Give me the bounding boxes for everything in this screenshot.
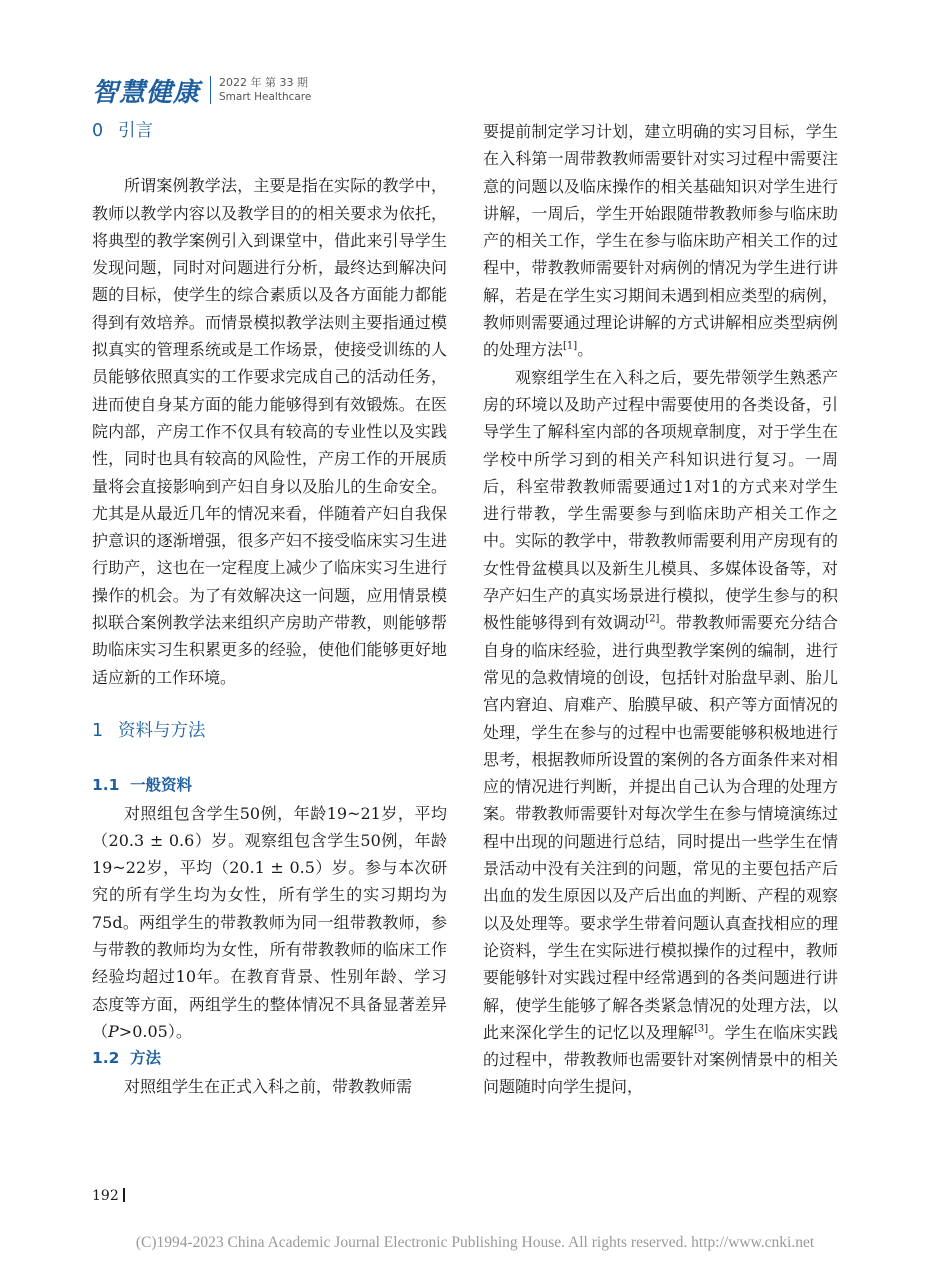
observation-text-b: 。带教教师需要充分结合自身的临床经验，进行典型教学案例的编制，进行常见的急救情境的创设，包括针对胎盘早剥、胎儿宫内窘迫、肩难产、胎膜早破、积产等方面情况的处理，学生在参与的过程中也需要能够积极地进行思考，根据教师所设置的案例的各方面条件来对相应的情况进行判断，并提出自己认为合理的处理方案。带教教师需要针对每次学生在参与情境演练过程中出现的问题进行总结，同时提出一些学生在情景活动中没有关注到的问题，常见的主要包括产后出血的发生原因以及产后出血的判断、产程的观察以及处理等。要求学生带着问题认真查找相应的理论资料，学生在实际进行模拟操作的过程中，教师要能够针对实践过程中经常遇到的各类问题进行讲解，使学生能够了解各类紧急情况的处理方法，以此来深化学生的记忆以及理解	[483, 613, 838, 1042]
control-group-paragraph	[483, 118, 838, 364]
general-info-text: 对照组包含学生50例，年龄19~21岁，平均（20.3 ± 0.6）岁。观察组包含学生50例，年龄19~22岁，平均（20.1 ± 0.5）岁。参与本次研究的所有学生均为女性，所有学生的实习期均为75d。两组学生的带教教师为同一组带教教师，参与带教的教师均为女性，所有带教教师的临床工作经验均超过10年。在教育背景、性别年龄、学习态度等方面，两组学生的整体情况不具备显著差异（	[92, 803, 447, 1041]
section-heading-intro	[92, 118, 447, 145]
section-title: 资料与方法	[118, 720, 206, 741]
journal-english-name: Smart Healthcare	[219, 91, 312, 103]
methods-paragraph: 对照组学生在正式入科之前，带教教师需	[124, 1076, 413, 1096]
section-title: 引言	[118, 121, 153, 141]
section-number: 1	[92, 720, 104, 741]
subsection-title: 一般资料	[130, 776, 193, 795]
intro-paragraph: 所谓案例教学法，主要是指在实际的教学中，教师以教学内容以及教学目的的相关要求为依托，将典型的教学案例引入到课堂中，借此来引导学生发现问题，同时对问题进行分析，最终达到解决问题的目标，使学生的综合素质以及各方面能力都能得到有效培养。而情景模拟教学法则主要指通过模拟真实的管理系统或是工作场景，使接受训练的人员能够依照真实的工作要求完成自己的活动任务，进而使自身某方面的能力能够得到有效锻炼。在医院内部，产房工作不仅具有较高的专业性以及实践性，同时也具有较高的风险性，产房工作的开展质量将会直接影响到产妇自身以及胎儿的生命安全。尤其是从最近几年的情况来看，伴随着产妇自我保护意识的逐渐增强，很多产妇不接受临床实习生进行助产，这也在一定程度上减少了临床实习生进行操作的机会。为了有效解决这一问题，应用情景模拟联合案例教学法来组织产房助产带教，则能够帮助临床实习生积累更多的经验，使他们能够更好地适应新的工作环境。	[92, 176, 447, 687]
reference-1: [1]	[563, 341, 578, 353]
page-number	[92, 1188, 125, 1204]
observation-text-c: 。学生在临床实践的过程中，带教教师也需要针对案例情景中的相关问题随时向学生提问，	[483, 1022, 838, 1097]
subsection-title: 方法	[130, 1049, 162, 1068]
p-value-symbol: P	[108, 1021, 119, 1041]
page-number-bar	[123, 1188, 125, 1202]
subsection-number: 1.1	[92, 776, 120, 795]
header-divider	[210, 76, 211, 104]
control-group-text: 要提前制定学习计划，建立明确的实习目标，学生在入科第一周带教教师需要针对实习过程中需要注意的问题以及临床操作的相关基础知识对学生进行讲解，一周后，学生开始跟随带教教师参与临床助产的相关工作，学生在参与临床助产相关工作的过程中，带教教师需要针对病例的情况为学生进行讲解，若是在学生实习期间未遇到相应类型的病例，教师则需要通过理论讲解的方式讲解相应类型病例的处理方法	[483, 122, 838, 360]
right-column	[483, 118, 838, 1101]
journal-logo: 智慧健康	[92, 77, 201, 108]
subsection-heading-general	[92, 772, 447, 799]
left-column	[92, 118, 447, 1100]
copyright-watermark: (C)1994-2023 China Academic Journal Electronic Publishing House. All rights reserved. http://www.cnki.net	[135, 1234, 815, 1251]
control-group-end: 。	[577, 340, 594, 360]
issue-label: 2022 年 第 33 期	[219, 76, 308, 89]
general-info-paragraph	[92, 800, 447, 1046]
observation-group-paragraph	[483, 364, 838, 1101]
observation-text-a: 观察组学生在入科之后，要先带领学生熟悉产房的环境以及助产过程中需要使用的各类设备，引导学生了解科室内部的各项规章制度，对于学生在学校中所学习到的相关产科知识进行复习。一周后，科室带教教师需要通过1对1的方式来对学生进行带教，学生需要参与到临床助产相关工作之中。实际的教学中，带教教师需要利用产房现有的女性骨盆模具以及新生儿模具、多媒体设备等，对孕产妇生产的真实场景进行模拟，使学生参与的积极性能够得到有效调动	[483, 367, 838, 633]
page-number-text: 192	[92, 1188, 119, 1204]
subsection-number: 1.2	[92, 1049, 120, 1068]
reference-2: [2]	[645, 614, 660, 626]
reference-3: [3]	[693, 1023, 709, 1035]
journal-header	[92, 74, 311, 106]
section-heading-materials-methods	[92, 718, 447, 745]
issue-info	[219, 76, 311, 104]
general-info-end: >0.05）。	[118, 1021, 192, 1041]
subsection-heading-methods	[92, 1045, 447, 1072]
section-number: 0	[92, 121, 104, 141]
